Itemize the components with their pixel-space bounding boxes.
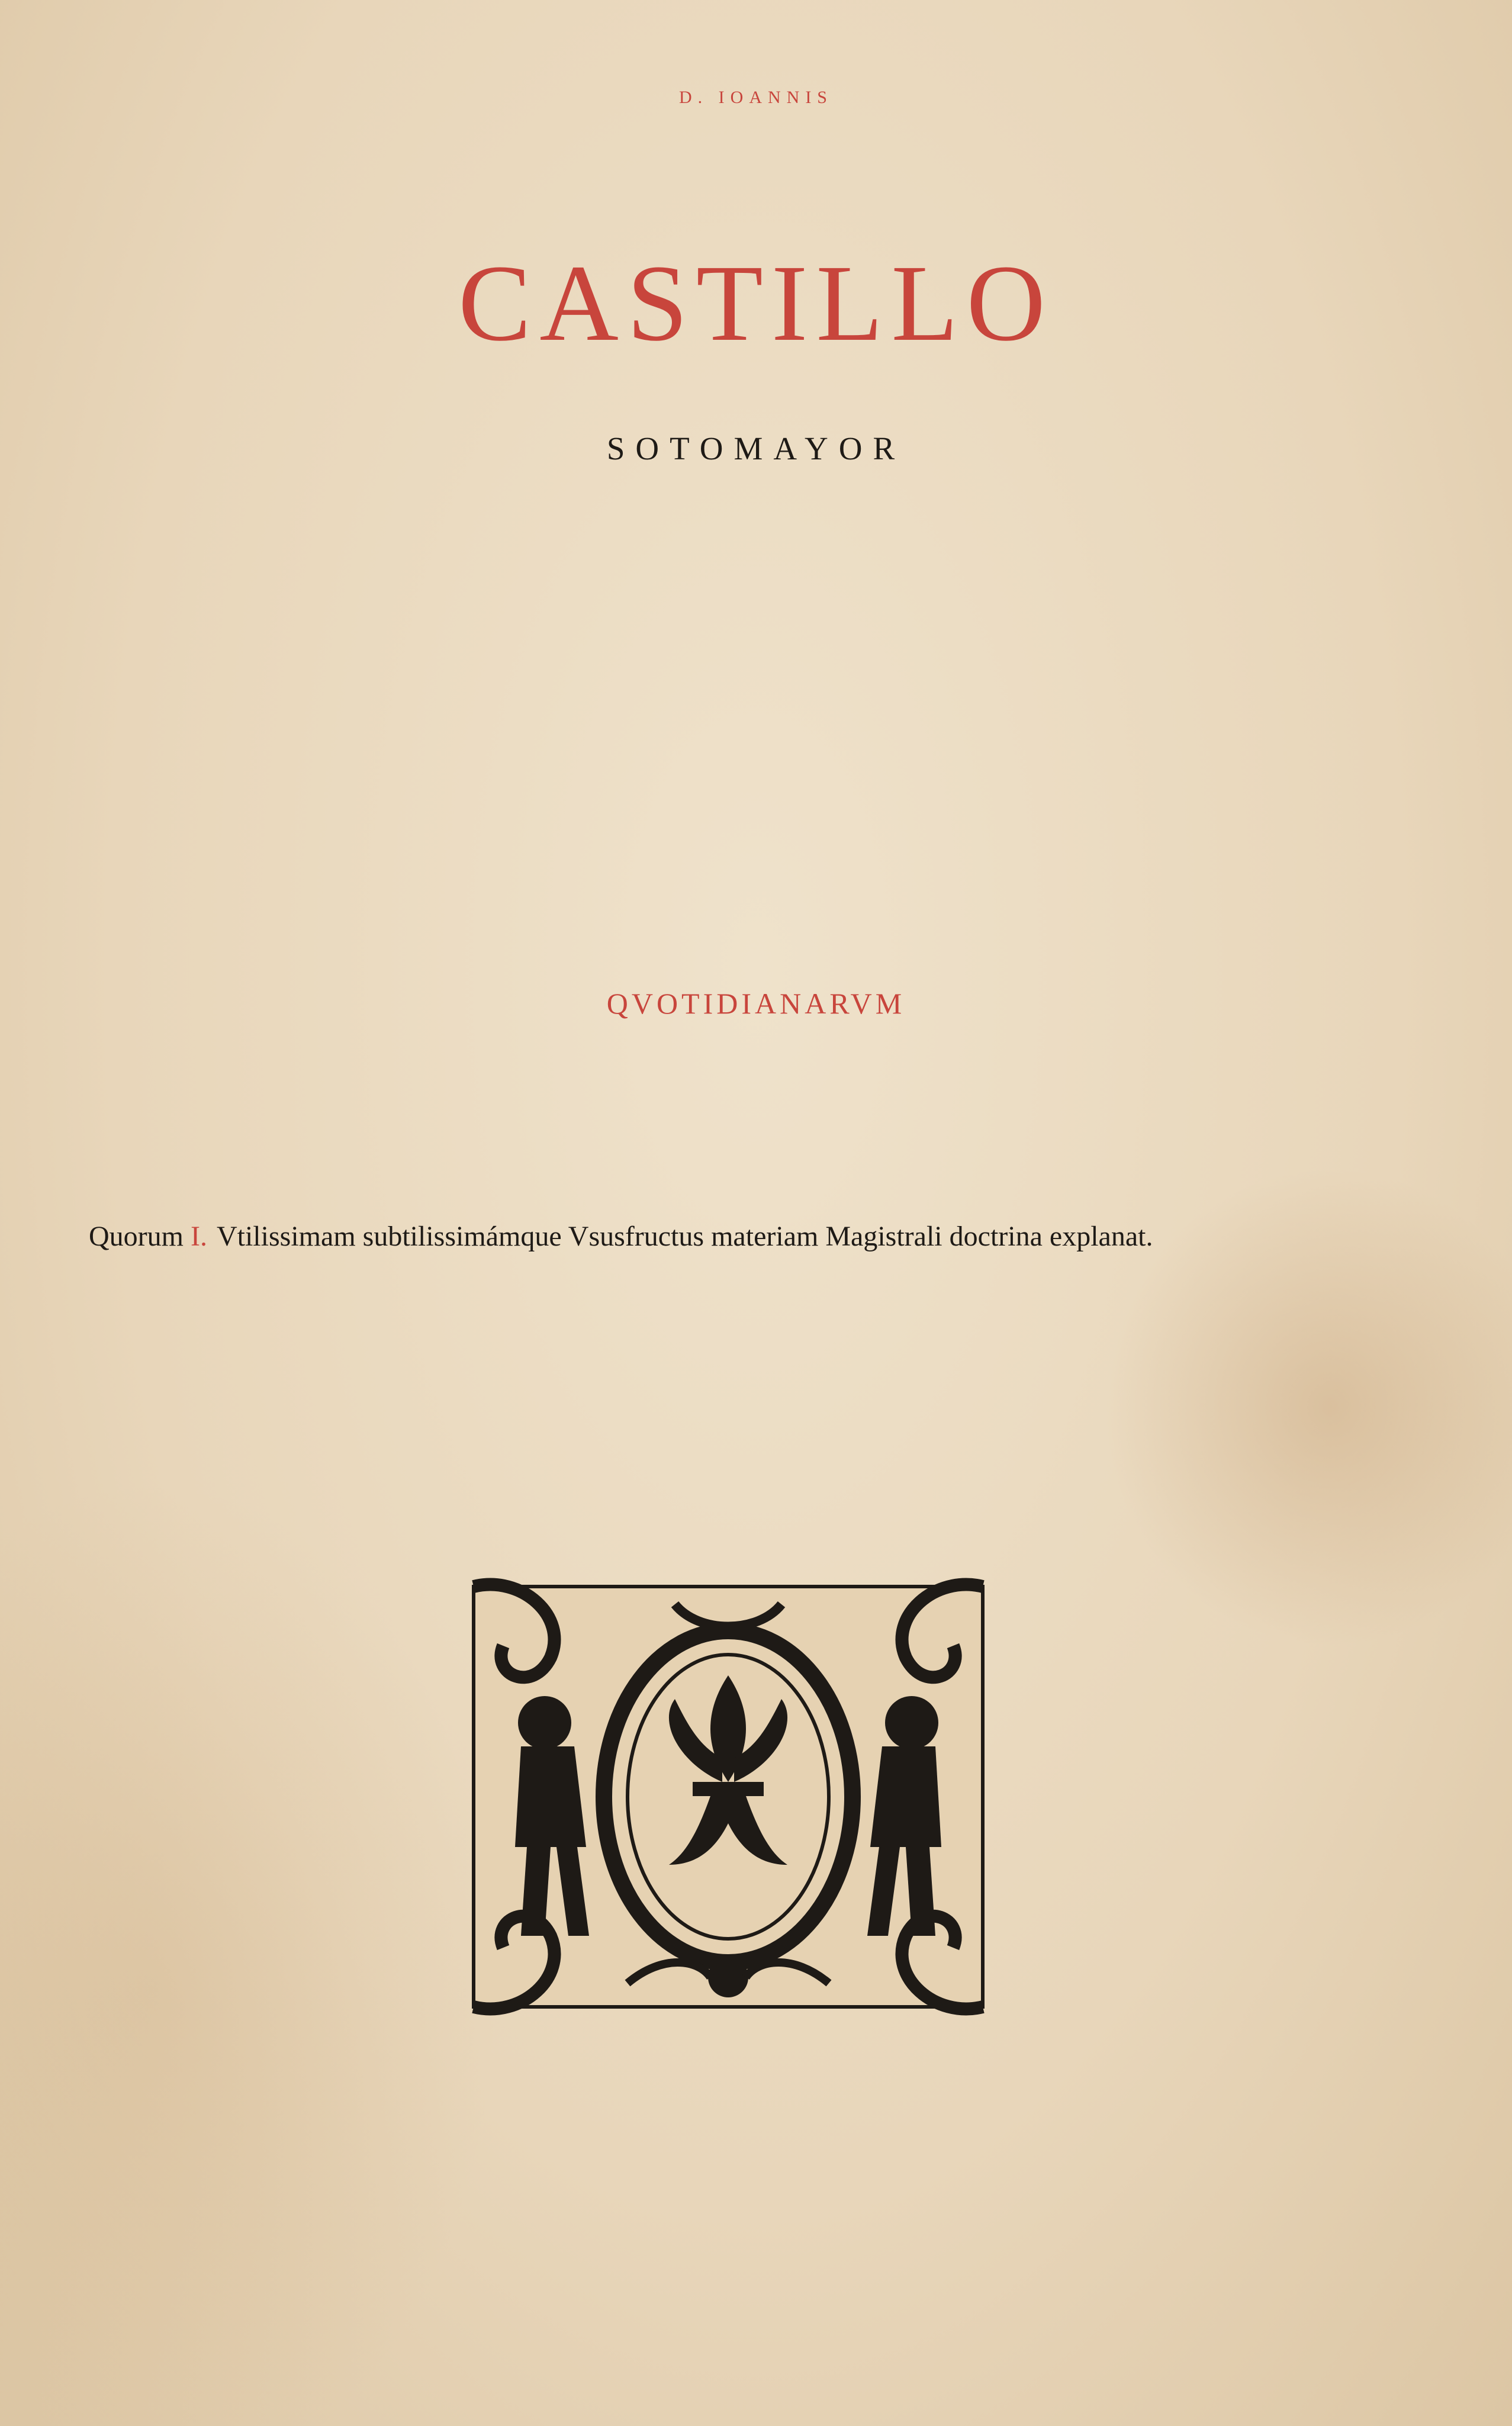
contents-row-number: I. (190, 1221, 207, 1252)
author-forename: D. IOANNIS (679, 88, 833, 107)
author-second-surname: SOTOMAYOR (606, 430, 906, 466)
contents-row-1 (89, 1222, 1427, 1251)
contents-intro: Quorum (89, 1221, 184, 1252)
author-surname: CASTILLO (458, 243, 1054, 364)
contents-row-text: Vtilissimam subtilissimámque Vsusfructus materiam Magistrali doctrina explanat. (216, 1221, 1153, 1252)
subtitle-line-1: QVOTIDIANARVM (606, 987, 906, 1020)
printers-device-image (450, 1569, 1006, 2025)
